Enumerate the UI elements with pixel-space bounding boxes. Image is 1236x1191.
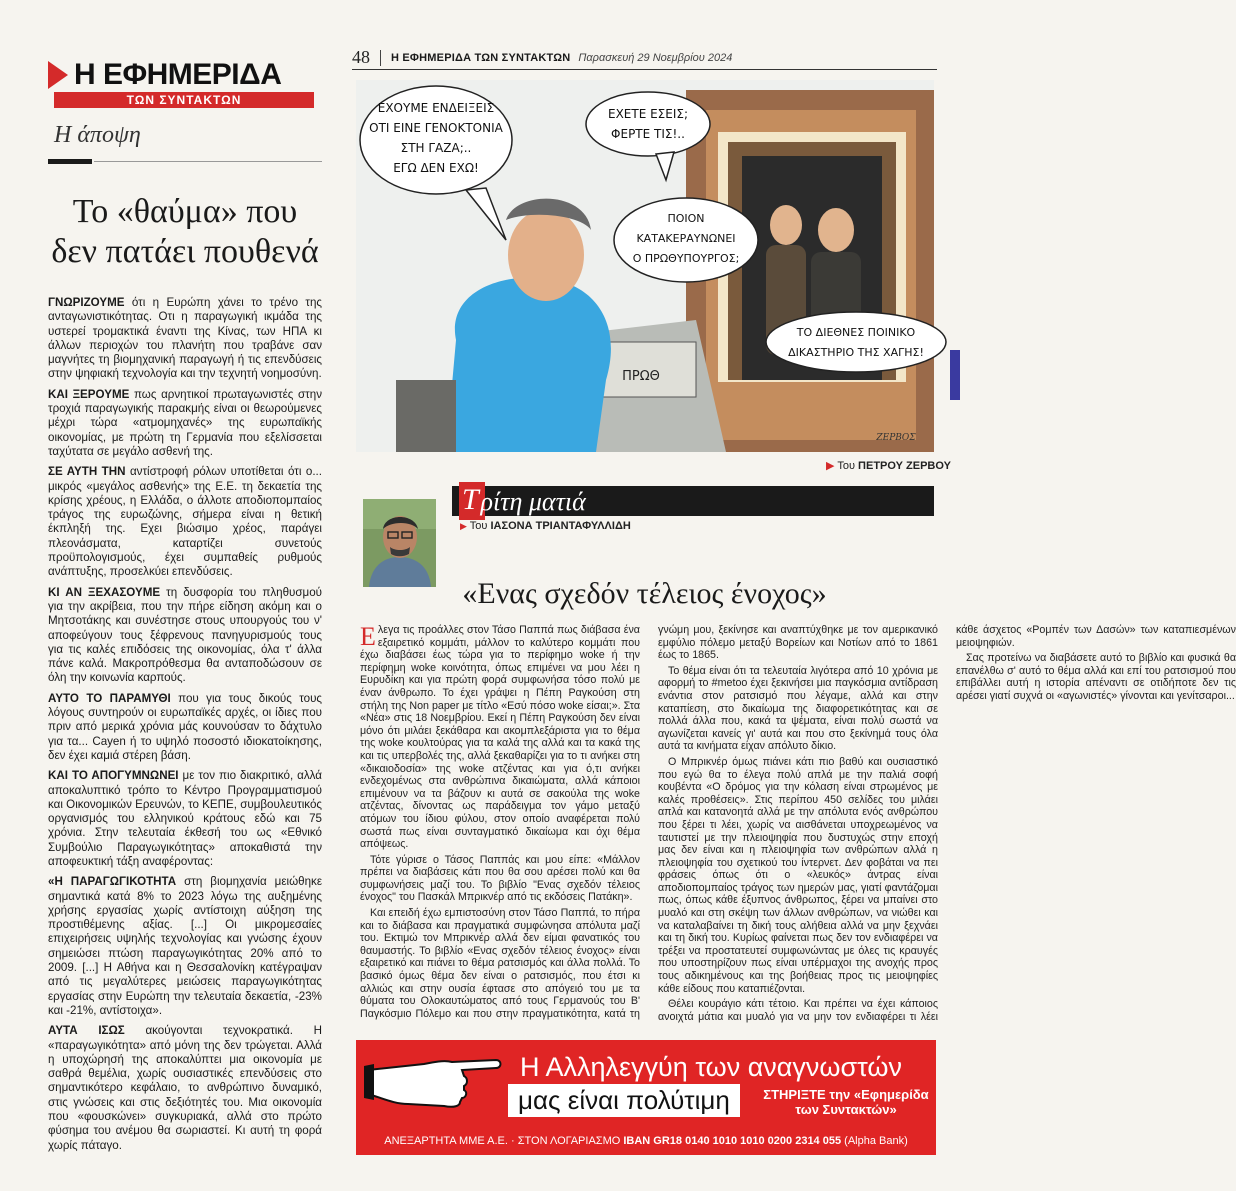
column-title: «Ενας σχεδόν τέλειος ένοχος» xyxy=(462,577,827,610)
author-name: ΙΑΣΟΝΑ ΤΡΙΑΝΤΑΦΥΛΛΙΔΗ xyxy=(490,520,631,532)
opinion-paragraph xyxy=(48,388,322,459)
cartoon-credit xyxy=(826,459,951,472)
column-section-header xyxy=(452,483,934,516)
paragraph-text: στη βιομηχανία μειώθηκε σημαντικά κατά 8% το 2023 λόγω της αυξημένης χρήσης εργασίας χωρίς αντίστοιχη αύξηση της προστιθέμενης αξίας. [...] Οι μικρομεσαίες επιχειρήσεις υψηλής τεχνολογίας και γνώσης έχουν σημειώσει πτώση παραγωγικότητας 20% από το 2009. [...] Η Αθήνα και η Θεσσαλονίκη κατέγραψαν από τις μεγαλύτερες μειώσεις παραγωγικότητας εργασίας στην Ευρώπη την τελευταία δεκαετία, -23% και -21%, αντίστοιχα». xyxy=(48,875,322,1017)
solidarity-banner xyxy=(356,1040,936,1155)
paragraph-lead: ΑΥΤΑ ΙΣΩΣ xyxy=(48,1024,125,1038)
paragraph-text: λεγα τις προάλλες στον Τάσο Παππά πως διάβασα ένα εξαιρετικό κομμάτι, μάλλον το καλύτερο κομμάτι που έχω διαβάσει έως τώρα για το περίφημο woke ή την περίφημη woke κοινότητα, όπως επιμένει να μου λέει η Ευρυδίκη και για πρώτη φορά συμφωνήσα τόσο πολύ με έναν άνθρωπο. Το έχει γράψει η Πέπη Ραγκούση στη στήλη της Non paper με τίτλο «Εσύ πόσο woke είσαι;». Στα «Νέα» στις 18 Νοεμβρίου. Εκεί η Πέπη Ραγκούση δεν είναι μόνο ότι μιλάει ξεκάθαρα και ακομπλεξάριστα για το θέμα της woke κουλτούρας για τα καλά της αλλά και τα κακά της και τις υπερβολές της, αλλά ξεκαθαρίζει για το τι ανήκει στη «δικαιοδοσία» της woke ατζέντας και για ό,τι ανήκει ενδεχομένως στα ανθρώπινα δικαιώματα, αλλά κάποιοι επιμένουν να τα βάζουν κι αυτά σε σακούλα της woke ατζέντας, δίνοντας ως παράδειγμα τον γάμο μεταξύ ατόμων του ίδιου φύλου, στον οποίο αναφέρεται πολύ σωστά πως είναι συνταγματικό δικαίωμα και όχι θέμα απόψεως. xyxy=(360,624,640,851)
column-paragraph xyxy=(658,665,938,753)
cartoon-signature: ΖΕΡΒΟΣ xyxy=(876,433,916,443)
paragraph-lead: ΣΕ ΑΥΤΗ ΤΗΝ xyxy=(48,465,126,479)
paragraph-lead: ΓΝΩΡΙΖΟΥΜΕ xyxy=(48,296,125,309)
column-paragraph xyxy=(360,854,640,904)
edge-color-mark xyxy=(950,350,960,400)
paragraph-text: ότι η Ευρώπη χάνει το τρένο της ανταγωνιστικότητας. Οτι η παραγωγική ικμάδα της υστερεί τρομακτικά έναντι της Κίνας, των ΗΠΑ κι άλλων περιοχών του πλανήτη που τραβάνε σαν μαγνήτες τη βιομηχανική παραγωγή ή τις επενδύσεις στην ψηφιακή τεχνολογία και την τεχνητή νοημοσύνη. xyxy=(48,296,322,381)
column-paragraph xyxy=(956,652,1236,702)
section-label: Η άποψη xyxy=(54,122,141,148)
opinion-title: Το «θαύμα» που δεν πατάει πουθενά xyxy=(51,193,319,270)
opinion-paragraph xyxy=(48,1024,322,1153)
credit-triangle-icon: ▶ xyxy=(826,460,835,472)
bubble-4-line-1: ΤΟ ΔΙΕΘΝΕΣ ΠΟΙΝΙΚΟ xyxy=(796,326,916,339)
section-title xyxy=(466,487,586,517)
paragraph-text: πως αρνητικοί πρωταγωνιστές στην τροχιά παραγωγικής παρακμής είναι οι θεωρούμενες μέχρι τώρα «ατμομηχανές» της ευρωπαϊκής οικονομίας, με πρώτη τη Γερμανία που εξελίσσεται ταχύτατα σε μεγάλο ασθενή της. xyxy=(48,387,322,458)
column-paragraph xyxy=(658,756,938,995)
masthead xyxy=(48,60,322,90)
banner-account-info xyxy=(356,1135,936,1147)
bubble-3-line-3: Ο ΠΡΩΘΥΠΟΥΡΓΟΣ; xyxy=(632,252,740,265)
iban-label: IBAN xyxy=(623,1135,651,1147)
opinion-paragraph xyxy=(48,875,322,1018)
page-number: 48 xyxy=(352,47,370,67)
opinion-paragraph xyxy=(48,586,322,686)
paper-name: Η ΕΦΗΜΕΡΙΔΑ ΤΩΝ ΣΥΝΤΑΚΤΩΝ xyxy=(391,51,571,64)
author-portrait-photo xyxy=(363,499,436,587)
section-letter: Τ xyxy=(462,483,479,516)
opinion-column xyxy=(48,60,322,1159)
masthead-arrow-icon xyxy=(48,61,68,89)
column-paragraph xyxy=(360,624,640,851)
paragraph-text: με τον πιο διακριτικό, αλλά αποκαλυπτικό τρόπο το Κέντρο Προγραμματισμού και Οικονομικών Ερευνών, το ΚΕΠΕ, συμβουλευτικός οργανισμός του ελληνικού κράτους εδώ και 75 χρόνια. Στην τελευταία έκθεσή του ως «Εθνικό Συμβούλιο Παραγωγικότητας» αποκαθιστά την αποφευκτική τάξη αναφέροντας: xyxy=(48,769,322,868)
paragraph-text: Ο Μπρικνέρ όμως πιάνει κάτι πιο βαθύ και ουσιαστικό που εγώ θα το έλεγα πολύ απλά με την παλιά σοφή κουβέντα «Ο δρόμος για την κόλαση είναι στρωμένος με καλές προθέσεις». Στις περίπου 450 σελίδες του μιλάει απλά και κατανοητά αλλά με την απόλυτα ενός ανθρώπου που ξέρει τι λέει, χωρίς να αισθάνεται υποχρεωμένος να ταυτιστεί με την πλειοψηφία που δυστυχώς στην εποχή μας δεν είναι και η πλειοψηφία των ανθρώπων αλλά η πλειοψηφία του σχετικού του ίντερνετ. Δεν φοβάται να πει φράσεις όπως ότι ο «λευκός» άντρας είναι αποδιοπομπαίος τράγος των ημερών μας, γιατί φαντάζομαι πως, όπως κάθε έξυπνος άνθρωπος, ξέρει να μπαίνει στο μυαλό και στη σκέψη των άλλων ανθρώπων, να νιώθει και να καταλαβαίνει τη δική τους αλήθεια αλλά να μην ξεχνάει και τη δική του. Κυρίως φαίνεται πως δεν τον ενδιαφέρει να τρέξει να προστατευτεί συμφωνώντας με όλες τις κραυγές που υποστηρίζουν πως είναι υπέρμαχοι της ανοχής προς τους αδικημένους και της βοήθειας προς τις μειοψηφίες κάθε είδους που καταπιέζονται. xyxy=(658,755,938,995)
bubble-2-line-1: ΕΧΕΤΕ ΕΣΕΙΣ; xyxy=(607,107,689,121)
header-divider xyxy=(380,50,381,66)
section-title-rest: ρίτη ματιά xyxy=(480,487,586,516)
paragraph-text: τη δυσφορία του πληθυσμού για την ακρίβεια, που την πήρε είδηση ακόμη και ο Μητσοτάκης και συνέστησε στους υπουργούς του ν' αποφεύγουν τους ξέφρενους πανηγυρισμούς τους για τις καλές επιδόσεις της οικονομίας, όλα τ' άλλα πάνε καλά. Μακροπρόθεσμα θα ανταποδώσουν σε όλη την κοινωνία καρπούς. xyxy=(48,585,322,685)
paragraph-lead: ΚΙ ΑΝ ΞΕΧΑΣΟΥΜΕ xyxy=(48,585,161,599)
banner-support-text xyxy=(760,1087,932,1117)
paragraph-lead: ΚΑΙ ΞΕΡΟΥΜΕ xyxy=(48,387,130,401)
support-line-2: των Συντακτών» xyxy=(795,1102,897,1117)
support-line-1: ΣΤΗΡΙΞΤΕ την «Εφημερίδα xyxy=(763,1087,929,1102)
opinion-body xyxy=(48,296,322,1153)
bubble-1-line-3: ΣΤΗ ΓΑΖΑ;.. xyxy=(400,141,472,155)
publication-date: Παρασκευή 29 Νοεμβρίου 2024 xyxy=(578,51,733,64)
bubble-1-line-1: ΕΧΟΥΜΕ ΕΝΔΕΙΞΕΙΣ xyxy=(377,101,495,115)
author-triangle-icon: ▶ xyxy=(460,521,467,531)
paragraph-text: Το θέμα είναι ότι τα τελευταία λιγότερα από 10 χρόνια με αφορμή το #metoo έχει ξεκινήσει μια παγκόσμια αντίδραση ενάντια στον ρατσισμό που λέγαμε, αλλά και στην καταπίεση, στο δικαίωμα της διαφορετικότητας και σε πολλά άλλα που, κακά τα ψέματα, είναι πολύ σωστά να αγωνίζεται κανείς γι' αυτά και που στο ξεκίνημά τους όλα αυτά τα κινήματα είχαν απόλυτο δίκιο. xyxy=(658,664,938,753)
paragraph-lead: ΑΥΤΟ ΤΟ ΠΑΡΑΜΥΘΙ xyxy=(48,691,171,705)
bubble-3-line-1: ΠΟΙΟΝ xyxy=(667,212,705,225)
opinion-paragraph xyxy=(48,692,322,763)
bubble-4-line-2: ΔΙΚΑΣΤΗΡΙΟ ΤΗΣ ΧΑΓΗΣ! xyxy=(788,346,924,359)
bubble-3-line-2: ΚΑΤΑΚΕΡΑΥΝΩΝΕΙ xyxy=(636,232,736,245)
pointing-hand-icon xyxy=(364,1050,504,1115)
credit-prefix: Του xyxy=(837,460,855,472)
bubble-1-line-2: ΟΤΙ ΕΙΝΕ ΓΕΝΟΚΤΟΝΙΑ xyxy=(369,121,503,135)
paragraph-text: αντίστροφή ρόλων υποτίθεται ότι ο... μικρός «μεγάλος ασθενής» της Ε.Ε. τη δεκαετία της κρίσης χρέους, η Ελλάδα, ο άλλοτε αποδιοπομπαίος τράγος της ευρωζώνης, σήμερα είναι η θετική έκπληξή της. Εχει βιώσιμο χρέος, παράγει πλεονάσματα, καταρτίζει συνετούς προϋπολογισμούς, έχει συμπαθείς ρυθμούς ανάπτυξης, προσελκύει επενδύσεις. xyxy=(48,465,322,579)
paragraph-text: Τότε γύρισε ο Τάσος Παππάς και μου είπε: «Μάλλον πρέπει να διαβάσεις κάτι που θα σου αρέσει πολύ και θα συμφωνήσεις μαζί του. Το βιβλίο "Ενας σχεδόν τέλειος ένοχος" του Πασκάλ Μπρικνέρ από τις εκδόσεις Πατάκη». xyxy=(360,853,640,904)
cartoon xyxy=(356,80,934,452)
paragraph-text: Θέλει κουράγιο κάτι τέτοιο. Και πρέπει να έχει κάποιος ανοιχτά μάτια και μυαλό για να μην τον ενδιαφέρει τι λέει κάθε άσχετος «Ρομπέν των Δασών» των καταπιεσμένων μειοψηφιών. xyxy=(658,624,1236,1023)
bubble-2-line-2: ΦΕΡΤΕ ΤΙΣ!.. xyxy=(611,127,685,141)
column-author xyxy=(460,520,631,532)
drop-cap: Ε xyxy=(360,622,376,651)
banner-subtitle: μας είναι πολύτιμη xyxy=(508,1084,740,1117)
column-body xyxy=(360,622,1236,1024)
opinion-paragraph xyxy=(48,769,322,869)
author-prefix: Του xyxy=(469,520,488,532)
paragraph-text: που για τους δικούς τους λόγους συντηρούν οι ευρωπαϊκές αρχές, οι ίδιες που πριν από μερικά χρόνια μάς κουνούσαν το δάχτυλο για τα... Cayen ή το υψηλό ποσοστό ιδιοκατοίκησης, δεν έχει καμιά στέρεη βάση. xyxy=(48,691,322,762)
credit-name: ΠΕΤΡΟΥ ΖΕΡΒΟΥ xyxy=(858,460,951,472)
paragraph-lead: «Η ΠΑΡΑΓΩΓΙΚΟΤΗΤΑ xyxy=(48,875,177,889)
masthead-subtitle: ΤΩΝ ΣΥΝΤΑΚΤΩΝ xyxy=(54,92,314,108)
paragraph-lead: ΚΑΙ ΤΟ ΑΠΟΓΥΜΝΩΝΕΙ xyxy=(48,769,179,783)
opinion-paragraph xyxy=(48,296,322,382)
masthead-title: Η ΕΦΗΜΕΡΙΔΑ xyxy=(74,58,282,91)
account-text: ΑΝΕΞΑΡΤΗΤΑ ΜΜΕ Α.Ε. · ΣΤΟΝ ΛΟΓΑΡΙΑΣΜΟ xyxy=(384,1135,624,1147)
paragraph-text: Και επειδή έχω εμπιστοσύνη στον Τάσο Παππά, το πήρα και το διάβασα και πραγματικά συμφώνησα απόλυτα μαζί του. Εκτιμώ τον Μπρικνέρ αλλά δεν είμαι φανατικός του θαυμαστής. Το βιβλίο «Ενας σχεδόν τέλειος ένοχος» είναι εξαιρετικό και πιάνει το θέμα ρατσισμός και άλλα πολλά. Το βασικό όμως θέμα δεν είναι ο ρατσισμός, που έτσι κι αλλιώς και στην ουσία έφτασε στο απόγειό του με τα θύματα του Ολοκαυτώματος από τους Γερμανούς του Β' Παγκόσμιο Πόλεμο και που στην πραγματικότητα, κατά τη γνώμη μου, ξεκίνησε και αναπτύχθηκε με τον αμερικανικό εμφύλιο πόλεμο μεταξύ Βορείων και Νοτίων από το 1861 έως το 1865. xyxy=(360,624,938,1020)
bank-name: (Alpha Bank) xyxy=(841,1135,908,1147)
paragraph-text: Σας προτείνω να διαβάσετε αυτό το βιβλίο και φυσικά θα επανέλθω σ' αυτό το θέμα αλλά και επί του ρατσισμού που επιβάλλει αυτή η ιστορία απέναντι σε οτιδήποτε δεν τις αρέσει γιατί συχνά οι «αγωνιστές» γίνονται και γενίτσαροι... xyxy=(956,652,1236,702)
banner-title: Η Αλληλεγγύη των αναγνωστών xyxy=(519,1052,903,1082)
opinion-paragraph xyxy=(48,465,322,579)
desk-label: ΠΡΩΘ xyxy=(622,369,660,384)
page-header xyxy=(352,46,937,70)
iban-number: GR18 0140 1010 1010 0200 2314 055 xyxy=(650,1135,842,1147)
bubble-1-line-4: ΕΓΩ ΔΕΝ ΕΧΩ! xyxy=(393,161,479,175)
paragraph-text: ακούγονται τεχνοκρατικά. Η «παραγωγικότητα» από μόνη της δεν τρώγεται. Αλλά η υποχώρησή της αποκαλύπτει μια οικονομία με σαθρά θεμέλια, χωρίς ουσιαστικές επενδύσεις στο σημαντικότερο κεφάλαιο, το ανθρώπινο δυναμικό, στις γνώσεις και στις δεξιότητές του. Μια οικονομία που «φουσκώνει» συγκυριακά, αλλά στο πρώτο φύσημα του ανέμου θα σωριαστεί. Κι αυτή τη φορά χωρίς πάταγο. xyxy=(48,1024,322,1152)
section-rule xyxy=(48,159,322,164)
